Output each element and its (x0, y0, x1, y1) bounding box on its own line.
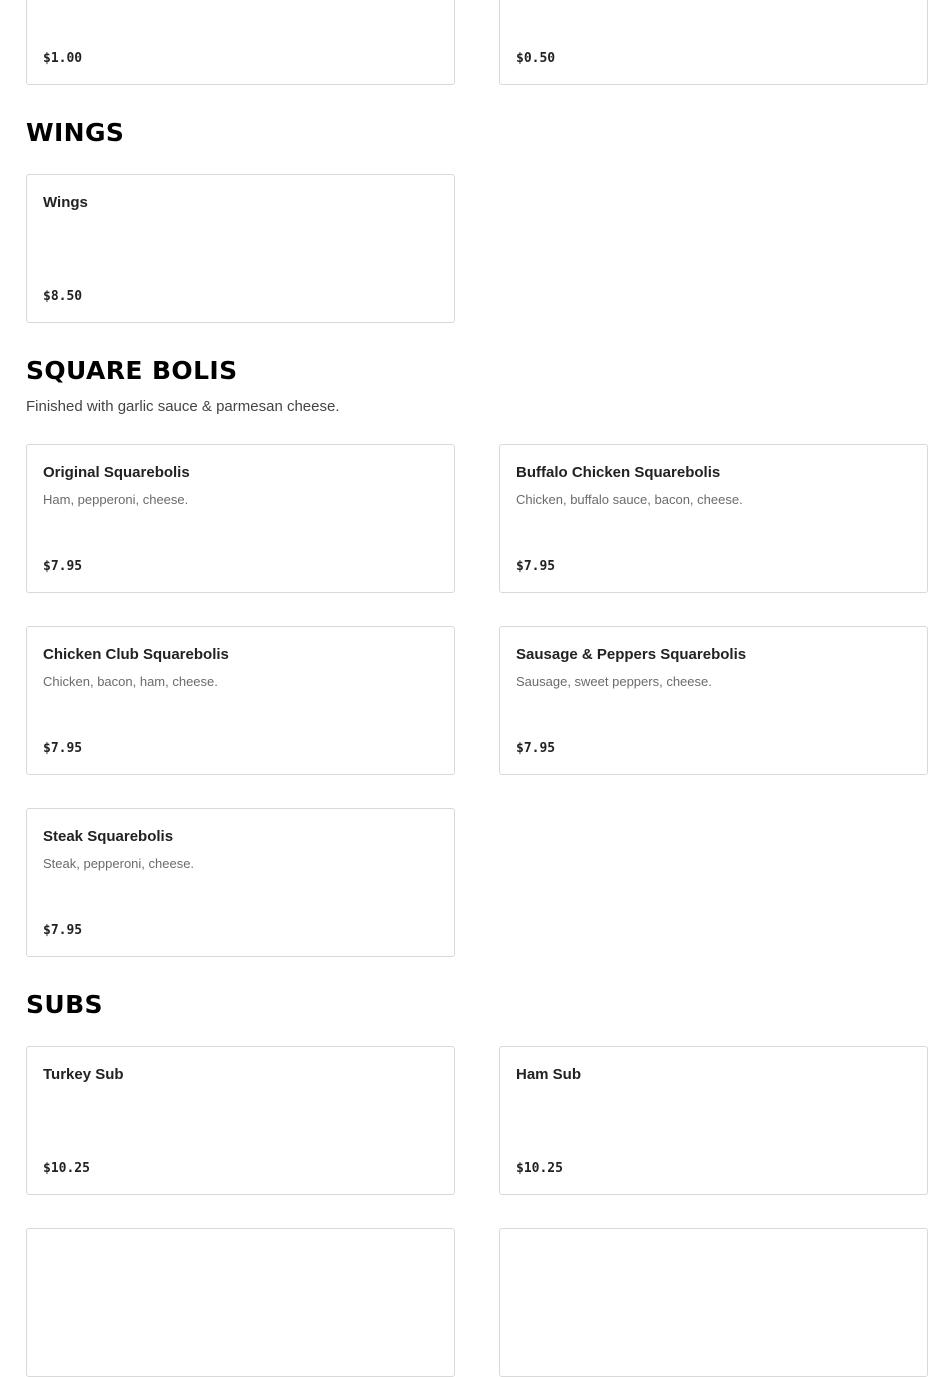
section-title-wings: WINGS (26, 118, 125, 147)
menu-item-card[interactable] (499, 444, 928, 593)
item-description: Chicken, buffalo sauce, bacon, cheese. (516, 492, 743, 507)
section-title-subs: SUBS (26, 990, 103, 1019)
menu-item-card[interactable] (26, 0, 455, 85)
menu-item-card[interactable] (499, 1046, 928, 1195)
menu-item-card[interactable] (499, 1228, 928, 1377)
item-description: Sausage, sweet peppers, cheese. (516, 674, 712, 689)
menu-item-card[interactable] (26, 174, 455, 323)
item-name: Buffalo Chicken Squarebolis (516, 464, 721, 481)
menu-item-card[interactable] (499, 0, 928, 85)
menu-item-card[interactable] (26, 444, 455, 593)
item-price: $10.25 (516, 1161, 563, 1176)
item-price: $7.95 (43, 559, 83, 574)
item-name: Sausage & Peppers Squarebolis (516, 646, 747, 663)
menu-item-card[interactable] (26, 626, 455, 775)
item-name: Original Squarebolis (43, 464, 190, 481)
menu-item-card[interactable] (26, 808, 455, 957)
item-price: $0.50 (516, 51, 556, 66)
item-price: $8.50 (43, 289, 83, 304)
item-name: Turkey Sub (43, 1066, 124, 1083)
item-price: $7.95 (43, 741, 83, 756)
item-name: Chicken Club Squarebolis (43, 646, 229, 663)
item-price: $7.95 (43, 923, 83, 938)
item-price: $10.25 (43, 1161, 90, 1176)
item-description: Ham, pepperoni, cheese. (43, 492, 189, 507)
item-price: $1.00 (43, 51, 83, 66)
item-name: Steak Squarebolis (43, 828, 174, 845)
menu-item-card[interactable] (499, 626, 928, 775)
section-description: Finished with garlic sauce & parmesan cheese. (26, 398, 340, 415)
item-name: Ham Sub (516, 1066, 582, 1083)
menu-item-card[interactable] (26, 1046, 455, 1195)
section-title-square-bolis: SQUARE BOLIS (26, 356, 238, 385)
item-price: $7.95 (516, 559, 556, 574)
item-name: Wings (43, 194, 88, 211)
item-price: $7.95 (516, 741, 556, 756)
item-description: Steak, pepperoni, cheese. (43, 856, 195, 871)
item-description: Chicken, bacon, ham, cheese. (43, 674, 218, 689)
menu-item-card[interactable] (26, 1228, 455, 1377)
